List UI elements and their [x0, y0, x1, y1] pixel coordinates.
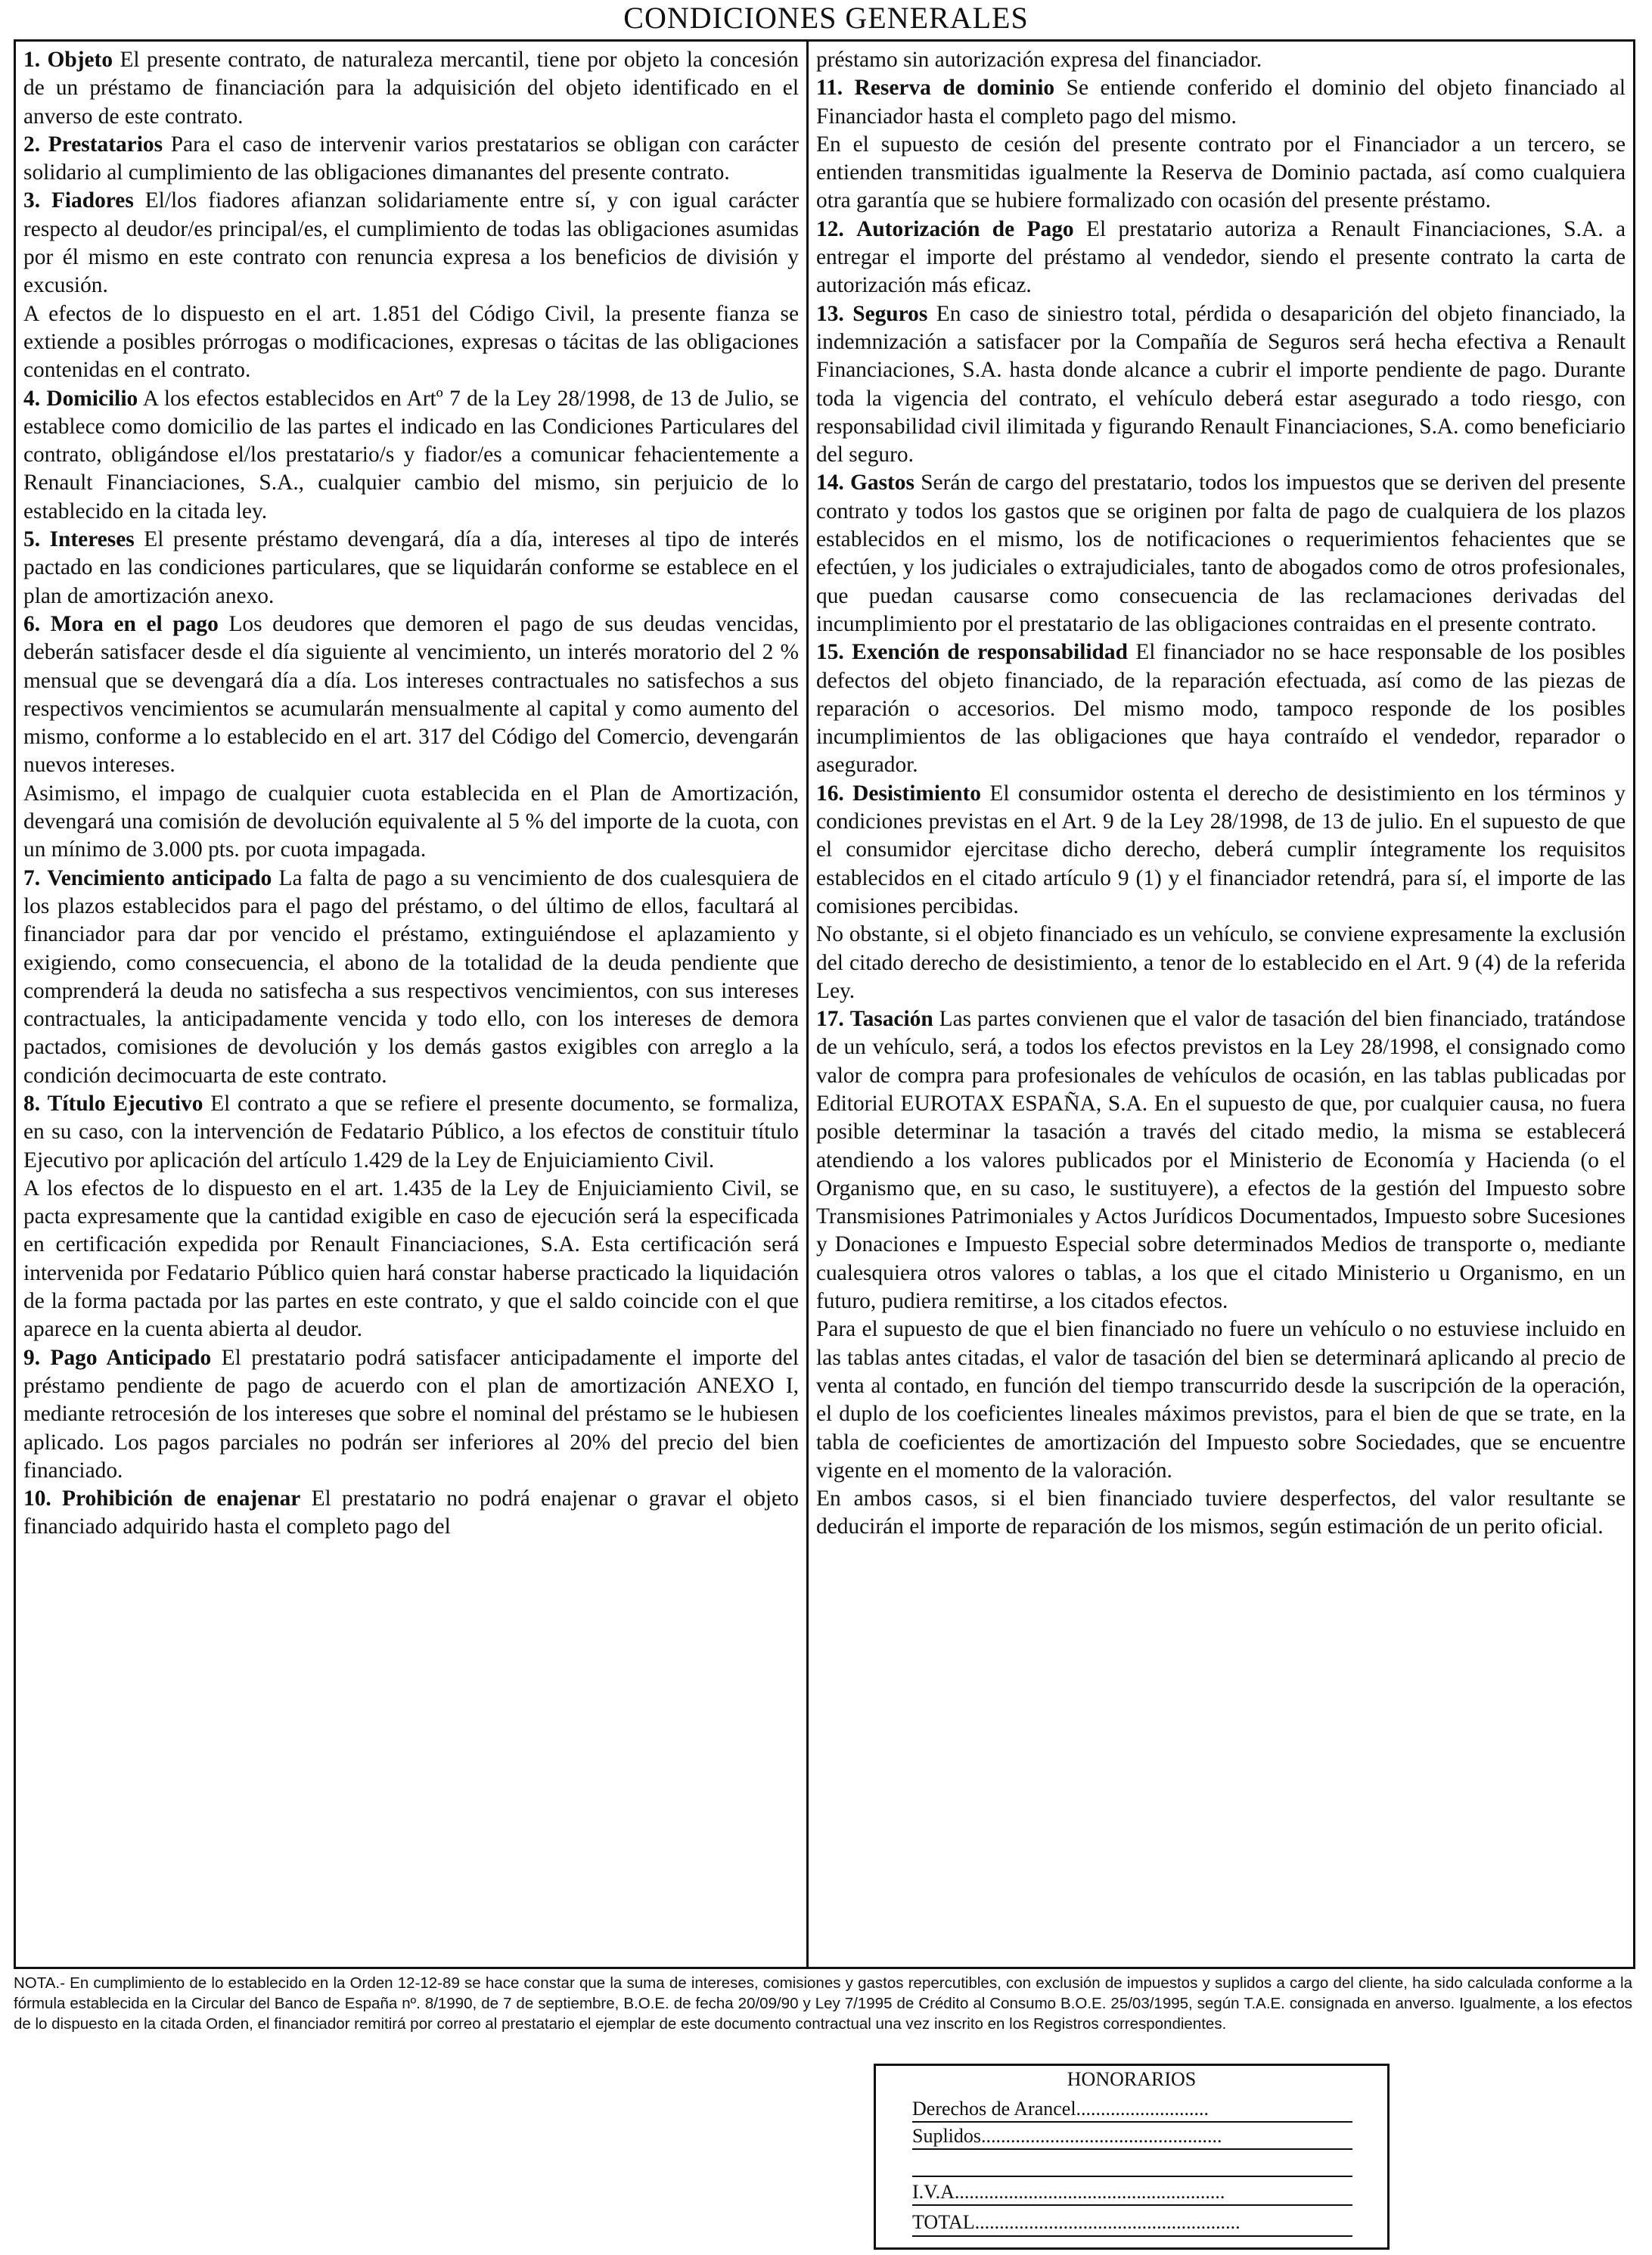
- honorarios-row: Suplidos.................................................: [912, 2125, 1222, 2147]
- honorarios-box: [874, 2064, 1390, 2250]
- clause: 13. Seguros En caso de siniestro total, pérdida o desaparición del objeto financiado, la indemnización a satisfacer por la Compañía de Seguros será hecha efectiva a Renault Financiaciones, S.A. hasta donde alcance a cubrir el importe pendiente de pago. Durante toda la vigencia del contrato, el vehículo deberá estar asegurado a todo riesgo, con responsabilidad civil ilimitada y figurando Renault Financiaciones, S.A. como beneficiario del seguro.: [816, 301, 1626, 467]
- clause: 7. Vencimiento anticipado La falta de pago a su vencimiento de dos cualesquiera de los plazos establecidos para el pago del préstamo, o del último de ellos, facultará al financiador para dar por vencido el préstamo, extinguiéndose el aplazamiento y exigiendo, como consecuencia, el abono de la totalidad de la deuda pendiente que comprenderá la deuda no satisfecha a sus respectivos vencimientos, con sus intereses contractuales, la anticipadamente vencida y todo ello, con los intereses de demora pactados, comisiones de devolución y los demás gastos exigibles con arreglo a la condición decimocuarta de este contrato.: [23, 865, 799, 1088]
- clause-paragraph: A los efectos de lo dispuesto en el art. 1.435 de la Ley de Enjuiciamiento Civil, se pacta expresamente que la cantidad exigible en caso de ejecución será la especificada en certificación expedida por Renault Financiaciones, S.A. Esta certificación será intervenida por Fedatario Público quien hará constar haberse practicado la liquidación de la forma pactada por las partes en este contrato, y que el saldo coincide con el que aparece en la cuenta abierta al deudor.: [23, 1176, 799, 1342]
- honorarios-total-row: TOTAL......................................................: [912, 2211, 1241, 2233]
- clause: 16. Desistimiento El consumidor ostenta el derecho de desistimiento en los términos y condiciones previstas en el Art. 9 de la Ley 28/1998, de 13 de julio. En el supuesto de que el consumidor ejercitase dicho derecho, deberá cumplir íntegramente los requisitos establecidos en el citado artículo 9 (1) y el financiador retendrá, para sí, el importe de las comisiones percibidas.: [816, 781, 1626, 918]
- clause: 2. Prestatarios Para el caso de intervenir varios prestatarios se obligan con carácter solidario al cumplimiento de las obligaciones dimanantes del presente contrato.: [23, 132, 799, 185]
- clause: 3. Fiadores El/los fiadores afianzan solidariamente entre sí, y con igual carácter respecto al deudor/es principal/es, el cumplimiento de todas las obligaciones asumidas por él mismo en este contrato con renuncia expresa a los beneficios de división y excusión.: [23, 188, 799, 298]
- clause-paragraph: No obstante, si el objeto financiado es un vehículo, se conviene expresamente la exclusión del citado derecho de desistimiento, a tenor de lo establecido en el Art. 9 (4) de la referida Ley.: [816, 922, 1626, 1003]
- left-column: [16, 42, 809, 1967]
- clause: 5. Intereses El presente préstamo devengará, día a día, intereses al tipo de interés pactado en las condiciones particulares, que se liquidarán conforme se establece en el plan de amortización anexo.: [23, 527, 800, 608]
- clause-paragraph: Asimismo, el impago de cualquier cuota establecida en el Plan de Amortización, devengará una comisión de devolución equivalente al 5 % del importe de la cuota, con un mínimo de 3.000 pts. por cuota impagada.: [23, 781, 799, 862]
- honorarios-row: Derechos de Arancel...........................: [912, 2098, 1210, 2120]
- clause: 1. Objeto El presente contrato, de naturaleza mercantil, tiene por objeto la concesión de un préstamo de financiación para la adquisición del objeto identificado en el anverso de este contrato.: [23, 48, 799, 129]
- honorarios-row: [912, 2151, 1352, 2176]
- divider: [912, 2148, 1352, 2150]
- conditions-frame: [14, 39, 1635, 1969]
- clause: 14. Gastos Serán de cargo del prestatario, todos los impuestos que se deriven del presente contrato y todos los gastos que se originen por falta de pago de cualquiera de los plazos establecidos en el mismo, los de notificaciones o requerimientos fehacientes que se efectúen, y los judiciales o extrajudiciales, tanto de abogados como de otros profesionales, que puedan causarse como consecuencia de las reclamaciones derivadas del incumplimiento por el prestatario de las obligaciones contraidas en el presente contrato.: [816, 471, 1626, 636]
- page-title: CONDICIONES GENERALES: [623, 1, 1029, 35]
- clause-paragraph: Para el supuesto de que el bien financiado no fuere un vehículo o no estuviese incluido en las tablas antes citadas, el valor de tasación del bien se determinará aplicando al precio de venta al contado, en función del tiempo transcurrido desde la suscripción de la operación, el duplo de los coeficientes lineales máximos previstos, para el bien de que se trate, en la tabla de coeficientes de amortización del Impuesto sobre Sociedades, que se encuentre vigente en el momento de la valoración.: [816, 1317, 1626, 1483]
- divider: [912, 2235, 1352, 2237]
- clause-paragraph: En ambos casos, si el bien financiado tuviere desperfectos, del valor resultante se deducirán el importe de reparación de los mismos, según estimación de un perito oficial.: [816, 1486, 1626, 1539]
- clause: 12. Autorización de Pago El prestatario autoriza a Renault Financiaciones, S.A. a entregar el importe del préstamo al vendedor, siendo el presente contrato la carta de autorización más eficaz.: [816, 216, 1626, 298]
- clause-paragraph: A efectos de lo dispuesto en el art. 1.851 del Código Civil, la presente fianza se extiende a posibles prórrogas o modificaciones, expresas o tácitas de las obligaciones contenidas en el contrato.: [23, 301, 799, 383]
- clause: 9. Pago Anticipado El prestatario podrá satisfacer anticipadamente el importe del préstamo pendiente de pago de acuerdo con el plan de amortización ANEXO I, mediante retrocesión de los intereses que sobre el nominal del préstamo se le hubiesen aplicado. Los pagos parciales no podrán ser inferiores al 20% del precio del bien financiado.: [23, 1345, 799, 1483]
- clause: 4. Domicilio A los efectos establecidos en Artº 7 de la Ley 28/1998, de 13 de Julio, se establece como domicilio de las partes el indicado en las Condiciones Particulares del contrato, obligándose el/los prestatario/s y fiador/es a comunicar fehacientemente a Renault Financiaciones, S.A., cualquier cambio del mismo, sin perjuicio de lo establecido en la citada ley.: [23, 386, 799, 523]
- divider: [912, 2121, 1352, 2123]
- clause: 8. Título Ejecutivo El contrato a que se refiere el presente documento, se formaliza, en su caso, con la intervención de Fedatario Público, a los efectos de constituir título Ejecutivo por aplicación del artículo 1.429 de la Ley de Enjuiciamiento Civil.: [23, 1091, 799, 1173]
- clause: 6. Mora en el pago Los deudores que demoren el pago de sus deudas vencidas, deberán satisfacer desde el día siguiente al vencimiento, un interés moratorio del 2 % mensual que se devengará día a día. Los intereses contractuales no satisfechos a sus respectivos vencimientos se acumularán mensualmente al capital y como aumento del mismo, conforme a lo establecido en el art. 317 del Código del Comercio, devengarán nuevos intereses.: [23, 611, 799, 778]
- divider: [912, 2204, 1352, 2206]
- footnote-nota: NOTA.- En cumplimiento de lo establecido en la Orden 12-12-89 se hace constar que la suma de intereses, comisiones y gastos repercutibles, con exclusión de impuestos y suplidos a cargo del cliente, ha sido calculada conforme a la fórmula establecida en la Circular del Banco de España nº. 8/1990, de 7 de septiembre, B.O.E. de fecha 20/09/90 y Ley 7/1995 de Crédito al Consumo B.O.E. 25/03/1995, según T.A.E. consignada en anverso. Igualmente, a los efectos de lo dispuesto en la citada Orden, el financiador remitirá por correo al prestatario el ejemplar de este documento contractual una vez inscrito en los Registros correspondientes.: [14, 1974, 1632, 2033]
- clause: 15. Exención de responsabilidad El financiador no se hace responsable de los posibles defectos del objeto financiado, de la reparación efectuada, así como de las piezas de reparación o accesorios. Del mismo modo, tampoco responde de los posibles incumplimientos de las obligaciones que haya contraído el vendedor, reparador o asegurador.: [816, 640, 1626, 778]
- divider: [912, 2176, 1352, 2177]
- honorarios-row: I.V.A.......................................................: [912, 2181, 1225, 2203]
- honorarios-title: HONORARIOS: [1067, 2068, 1197, 2090]
- clause-paragraph: préstamo sin autorización expresa del financiador.: [816, 48, 1262, 72]
- clause: 11. Reserva de dominio Se entiende conferido el dominio del objeto financiado al Financiador hasta el completo pago del mismo.: [816, 76, 1626, 129]
- right-column: [809, 42, 1633, 1967]
- clause-paragraph: En el supuesto de cesión del presente contrato por el Financiador a un tercero, se entienden transmitidas igualmente la Reserva de Dominio pactada, así como cualquiera otra garantía que se hubiere formalizado con ocasión del presente préstamo.: [816, 132, 1626, 213]
- clause: 10. Prohibición de enajenar El prestatario no podrá enajenar o gravar el objeto financiado adquirido hasta el completo pago del: [23, 1486, 799, 1539]
- clause: 17. Tasación Las partes convienen que el valor de tasación del bien financiado, tratándose de un vehículo, será, a todos los efectos previstos en la Ley 28/1998, el consignado como valor de compra para profesionales de vehículos de ocasión, en las tablas publicadas por Editorial EUROTAX ESPAÑA, S.A. En el supuesto de que, por cualquier causa, no fuera posible determinar la tasación a través del citado medio, la misma se establecerá atendiendo a los valores publicados por el Ministerio de Economía y Hacienda (o el Organismo que, en su caso, le sustituyere), a efectos de la gestión del Impuesto sobre Transmisiones Patrimoniales y Actos Jurídicos Documentados, Impuesto sobre Sucesiones y Donaciones e Impuesto Especial sobre determinados Medios de transporte o, mediante cualesquiera otros valores o tablas, a los que el citado Ministerio u Organismo, en un futuro, pudiera remitirse, a los citados efectos.: [816, 1007, 1626, 1314]
